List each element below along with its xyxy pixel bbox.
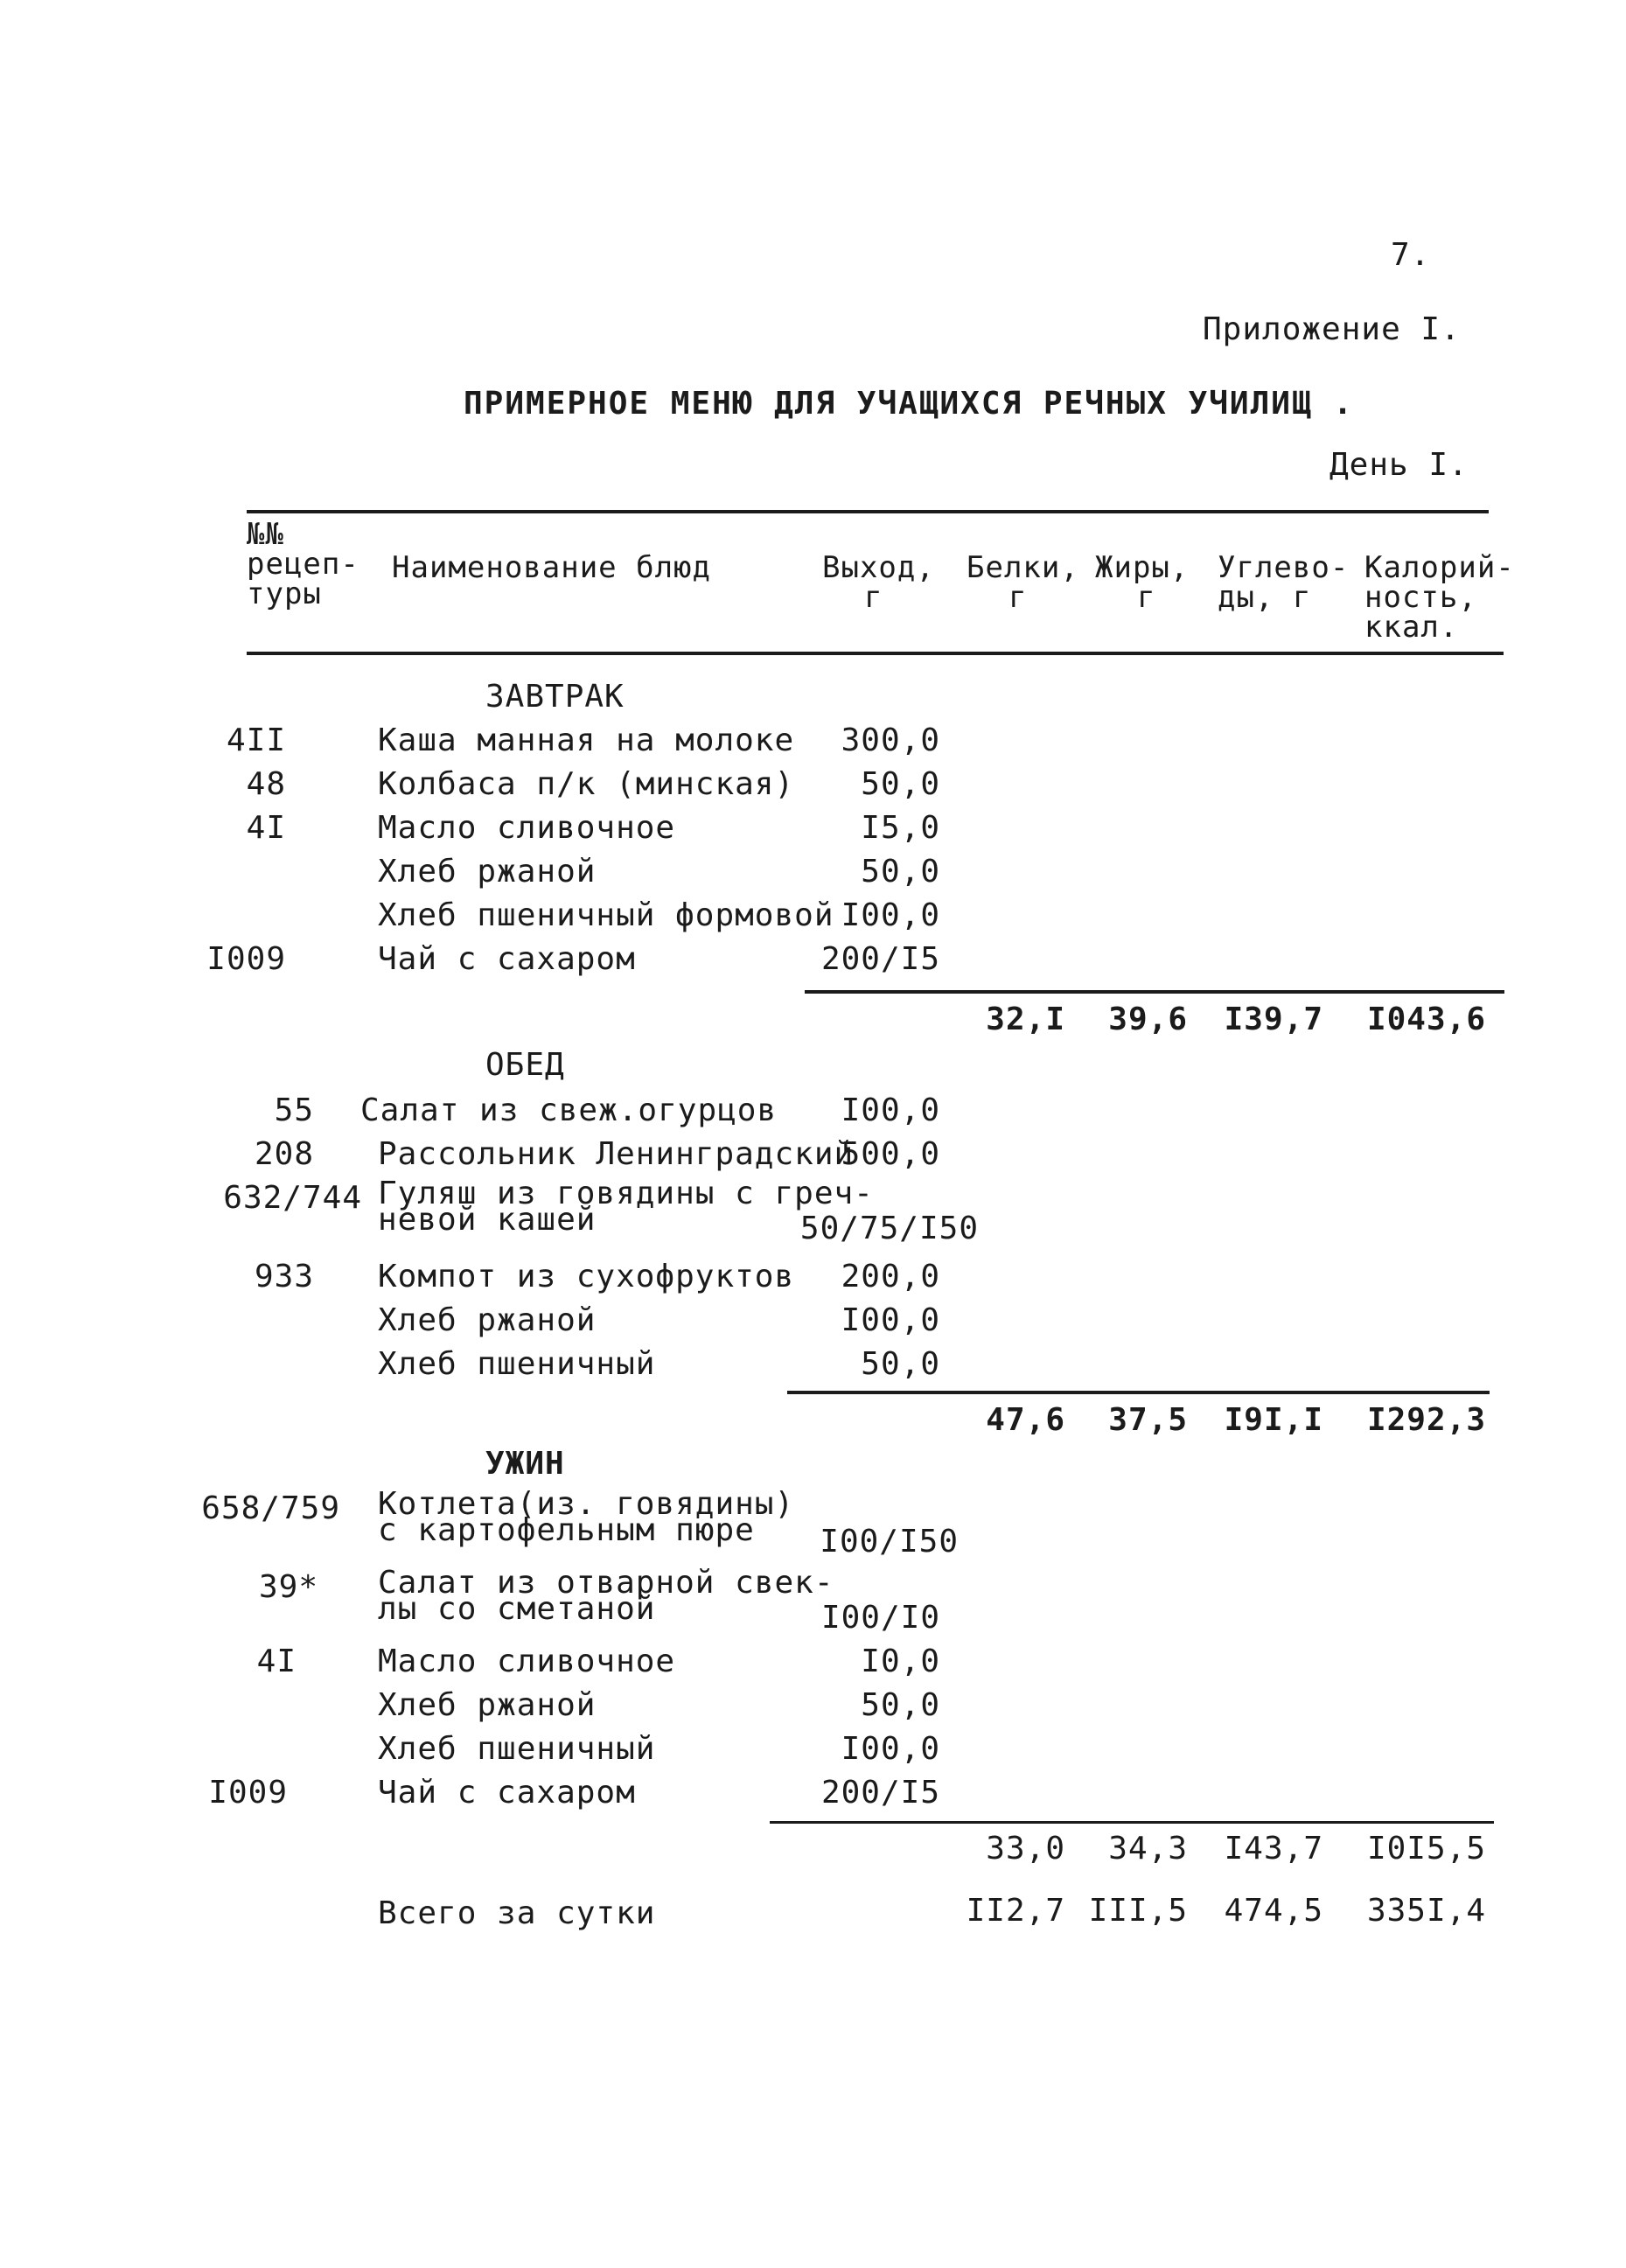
subtotal-carbs: I39,7 <box>1224 1001 1323 1037</box>
header-recipe: №№ рецеп- туры <box>247 517 359 611</box>
dish-name: Хлеб пшеничный <box>378 1731 656 1767</box>
grand-total-protein: II2,7 <box>966 1893 1065 1929</box>
header-carbs: Углево- ды, г <box>1218 550 1350 615</box>
grand-total-label: Всего за сутки <box>378 1895 656 1931</box>
dish-name: Компот из сухофруктов <box>378 1259 795 1295</box>
recipe-number: 4I <box>256 1643 297 1679</box>
recipe-number: 658/759 <box>201 1490 340 1526</box>
dish-name: Хлеб ржаной <box>378 1302 597 1338</box>
subtotal-rule <box>805 990 1504 994</box>
dish-yield: 200/I5 <box>820 941 940 977</box>
subtotal-carbs: I43,7 <box>1224 1831 1323 1867</box>
dish-yield: I00,0 <box>841 1302 940 1338</box>
dish-yield: I00,0 <box>841 1731 940 1767</box>
recipe-number: 208 <box>254 1136 314 1172</box>
dish-name: Котлета(из. говядины) с картофельным пюре <box>378 1486 795 1548</box>
header-bottom-rule <box>247 652 1504 655</box>
header-name: Наименование блюд <box>392 550 711 585</box>
day-label: День I. <box>1329 447 1469 483</box>
dish-yield: 50/75/I50 <box>799 1211 979 1246</box>
dish-name: Хлеб ржаной <box>378 1687 597 1723</box>
header-top-rule <box>247 510 1489 513</box>
header-yield: Выход, г <box>822 550 935 615</box>
dish-yield: I5,0 <box>861 810 940 846</box>
subtotal-protein: 47,6 <box>986 1402 1065 1438</box>
recipe-number: 39* <box>258 1569 318 1605</box>
section-title: УЖИН <box>485 1446 565 1482</box>
subtotal-protein: 32,I <box>986 1001 1065 1037</box>
dish-name: Хлеб пшеничный <box>378 1346 656 1382</box>
recipe-number: 48 <box>246 766 286 802</box>
dish-yield: I00,0 <box>841 897 940 933</box>
dish-yield: 300,0 <box>841 722 940 758</box>
dish-name: Гуляш из говядины с греч- невой кашей <box>378 1176 874 1238</box>
dish-yield: I00/I0 <box>820 1600 940 1636</box>
grand-total-fat: III,5 <box>1088 1893 1188 1929</box>
section-title: ЗАВТРАК <box>485 679 625 715</box>
header-fat: Жиры, г <box>1095 550 1190 615</box>
recipe-number: 933 <box>254 1259 314 1295</box>
recipe-number: I009 <box>206 941 286 977</box>
header-kcal: Калорий- ность, ккал. <box>1364 550 1515 645</box>
subtotal-fat: 34,3 <box>1108 1831 1188 1867</box>
recipe-number: 4I <box>246 810 286 846</box>
subtotal-kcal: I0I5,5 <box>1366 1831 1486 1867</box>
dish-name: Хлеб пшеничный формовой <box>378 897 834 933</box>
dish-name: Рассольник Ленинградский <box>378 1136 855 1172</box>
dish-name: Масло сливочное <box>378 1643 676 1679</box>
appendix-label: Приложение I. <box>1203 311 1461 347</box>
recipe-number: 4II <box>226 722 286 758</box>
section-title: ОБЕД <box>485 1047 565 1083</box>
dish-yield: 200/I5 <box>820 1775 940 1811</box>
header-protein: Белки, г <box>967 550 1079 615</box>
grand-total-carbs: 474,5 <box>1224 1893 1323 1929</box>
subtotal-carbs: I9I,I <box>1224 1402 1323 1438</box>
subtotal-fat: 37,5 <box>1108 1402 1188 1438</box>
page-title: ПРИМЕРНОЕ МЕНЮ ДЛЯ УЧАЩИХСЯ РЕЧНЫХ УЧИЛИЩ . <box>464 386 1354 422</box>
dish-yield: 500,0 <box>841 1136 940 1172</box>
dish-yield: 50,0 <box>861 854 940 890</box>
dish-yield: 50,0 <box>861 1346 940 1382</box>
dish-name: Чай с сахаром <box>378 941 636 977</box>
dish-name: Салат из отварной свек- лы со сметаной <box>378 1565 834 1627</box>
subtotal-kcal: I292,3 <box>1366 1402 1486 1438</box>
recipe-number: I009 <box>208 1775 288 1811</box>
dish-name: Масло сливочное <box>378 810 676 846</box>
dish-name: Колбаса п/к (минская) <box>378 766 795 802</box>
dish-name: Хлеб ржаной <box>378 854 597 890</box>
subtotal-kcal: I043,6 <box>1366 1001 1486 1037</box>
dish-yield: 50,0 <box>861 766 940 802</box>
dish-yield: 50,0 <box>861 1687 940 1723</box>
subtotal-rule <box>787 1391 1490 1394</box>
recipe-number: 632/744 <box>223 1180 362 1216</box>
dish-yield: I00,0 <box>841 1092 940 1128</box>
grand-total-kcal: 335I,4 <box>1366 1893 1486 1929</box>
dish-name: Салат из свеж.огурцов <box>360 1092 778 1128</box>
dish-yield: I00/I50 <box>820 1524 959 1560</box>
recipe-number: 55 <box>274 1092 314 1128</box>
dish-yield: 200,0 <box>841 1259 940 1295</box>
dish-name: Каша манная на молоке <box>378 722 795 758</box>
subtotal-protein: 33,0 <box>986 1831 1065 1867</box>
dish-yield: I0,0 <box>861 1643 940 1679</box>
page-number: 7. <box>1391 237 1431 273</box>
subtotal-rule <box>770 1821 1494 1824</box>
subtotal-fat: 39,6 <box>1108 1001 1188 1037</box>
dish-name: Чай с сахаром <box>378 1775 636 1811</box>
